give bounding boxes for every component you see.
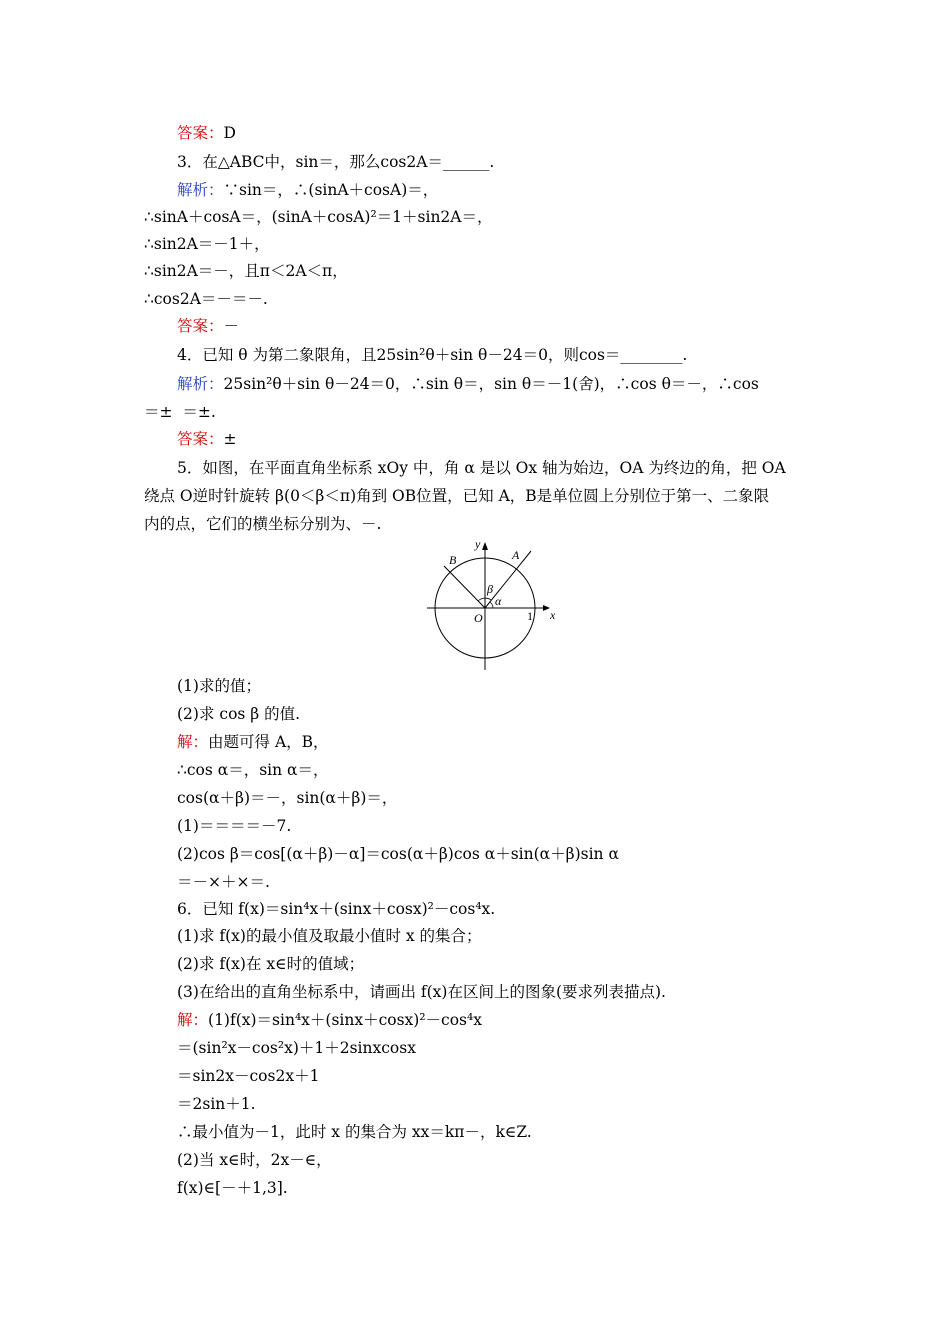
text-line: (3)在给出的直角坐标系中，请画出 f(x)在区间上的图象(要求列表描点). — [177, 983, 666, 1001]
text-line: (2)求 cos β 的值. — [177, 705, 301, 723]
problem-3: 3．在△ABC中，sin＝，那么cos2A＝______. — [177, 153, 495, 171]
text-line: (2)求 f(x)在 x∈时的值域； — [177, 955, 365, 973]
ray-OA — [485, 551, 531, 608]
text-line: ＝－×＋×＝. — [177, 873, 270, 891]
text-line: ＝± ＝±. — [144, 403, 216, 421]
answer-tag: 答案： — [177, 430, 224, 448]
unit-circle-figure — [425, 536, 560, 671]
text-line: ＝2sin＋1. — [177, 1095, 256, 1113]
problem-5: 5．如图，在平面直角坐标系 xOy 中，角 α 是以 Ox 轴为始边，OA 为终边的角，把 OA — [177, 459, 786, 477]
analysis-tag: 解析： — [177, 181, 224, 199]
alpha-label: α — [495, 594, 502, 608]
text-line: (1)＝＝＝＝－7. — [177, 817, 292, 835]
O-label: O — [474, 611, 483, 625]
solution-tag: 解： — [177, 733, 209, 751]
A-label: A — [512, 548, 520, 562]
text-line: ∴sin2A＝－，且π＜2A＜π， — [144, 262, 348, 280]
ray-OB — [444, 566, 485, 608]
y-label: y — [475, 537, 481, 551]
problem-4: 4．已知 θ 为第二象限角，且25sin²θ＋sin θ－24＝0，则cos＝________. — [177, 346, 688, 364]
beta-label: β — [487, 582, 493, 596]
text-line: (2)当 x∈时，2x－∈， — [177, 1151, 332, 1169]
alpha-arc — [490, 602, 493, 608]
solution-line: 解：(1)f(x)＝sin⁴x＋(sinx＋cosx)²－cos⁴x — [177, 1011, 482, 1029]
x-axis-arrow — [543, 605, 550, 611]
analysis-line: 解析：∵sin＝，∴(sinA＋cosA)＝， — [177, 181, 439, 199]
one-label: 1 — [527, 609, 533, 623]
analysis-line: 解析：25sin²θ＋sin θ－24＝0，∴sin θ＝，sin θ＝－1(舍)，∴cos θ＝－，∴cos — [177, 375, 759, 393]
y-axis-arrow — [482, 542, 488, 550]
solution-line: 解：由题可得 A，B， — [177, 733, 329, 751]
answer-tag: 答案： — [177, 124, 224, 142]
text-line: (1)求的值； — [177, 677, 261, 695]
text-line: ∴sinA＋cosA＝，(sinA＋cosA)²＝1＋sin2A＝， — [144, 208, 493, 226]
B-label: B — [449, 553, 457, 567]
text-line: (2)cos β＝cos[(α＋β)－α]＝cos(α＋β)cos α＋sin(α＋β)sin α — [177, 845, 619, 863]
text-line: cos(α＋β)＝－，sin(α＋β)＝， — [177, 789, 398, 807]
analysis-tag: 解析： — [177, 375, 224, 393]
text-line: ∴cos α＝，sin α＝， — [177, 761, 329, 779]
text-line: ∴sin2A＝－1＋， — [144, 235, 270, 253]
answer-line: 答案：D — [177, 124, 236, 142]
solution-tag: 解： — [177, 1011, 209, 1029]
text-line: ∴cos2A＝－＝－. — [144, 290, 268, 308]
text-line: (1)求 f(x)的最小值及取最小值时 x 的集合； — [177, 927, 482, 945]
text-line: 内的点，它们的横坐标分别为、－. — [144, 515, 382, 533]
x-label: x — [550, 608, 556, 622]
text-line: 绕点 O逆时针旋转 β(0＜β＜π)角到 OB位置，已知 A，B是单位圆上分别位于第一、二象限 — [144, 487, 770, 505]
answer-tag: 答案： — [177, 317, 224, 335]
problem-6: 6．已知 f(x)＝sin⁴x＋(sinx＋cosx)²－cos⁴x. — [177, 900, 496, 918]
text-line: ＝sin2x－cos2x＋1 — [177, 1067, 320, 1085]
answer-line: 答案：－ — [177, 317, 240, 335]
text-line: f(x)∈[－＋1,3]. — [177, 1179, 288, 1197]
text-line: ＝(sin²x－cos²x)＋1＋2sinxcosx — [177, 1039, 416, 1057]
text-line: ∴最小值为－1，此时 x 的集合为 xx＝kπ－，k∈Z. — [177, 1123, 532, 1141]
answer-line: 答案：± — [177, 430, 237, 448]
